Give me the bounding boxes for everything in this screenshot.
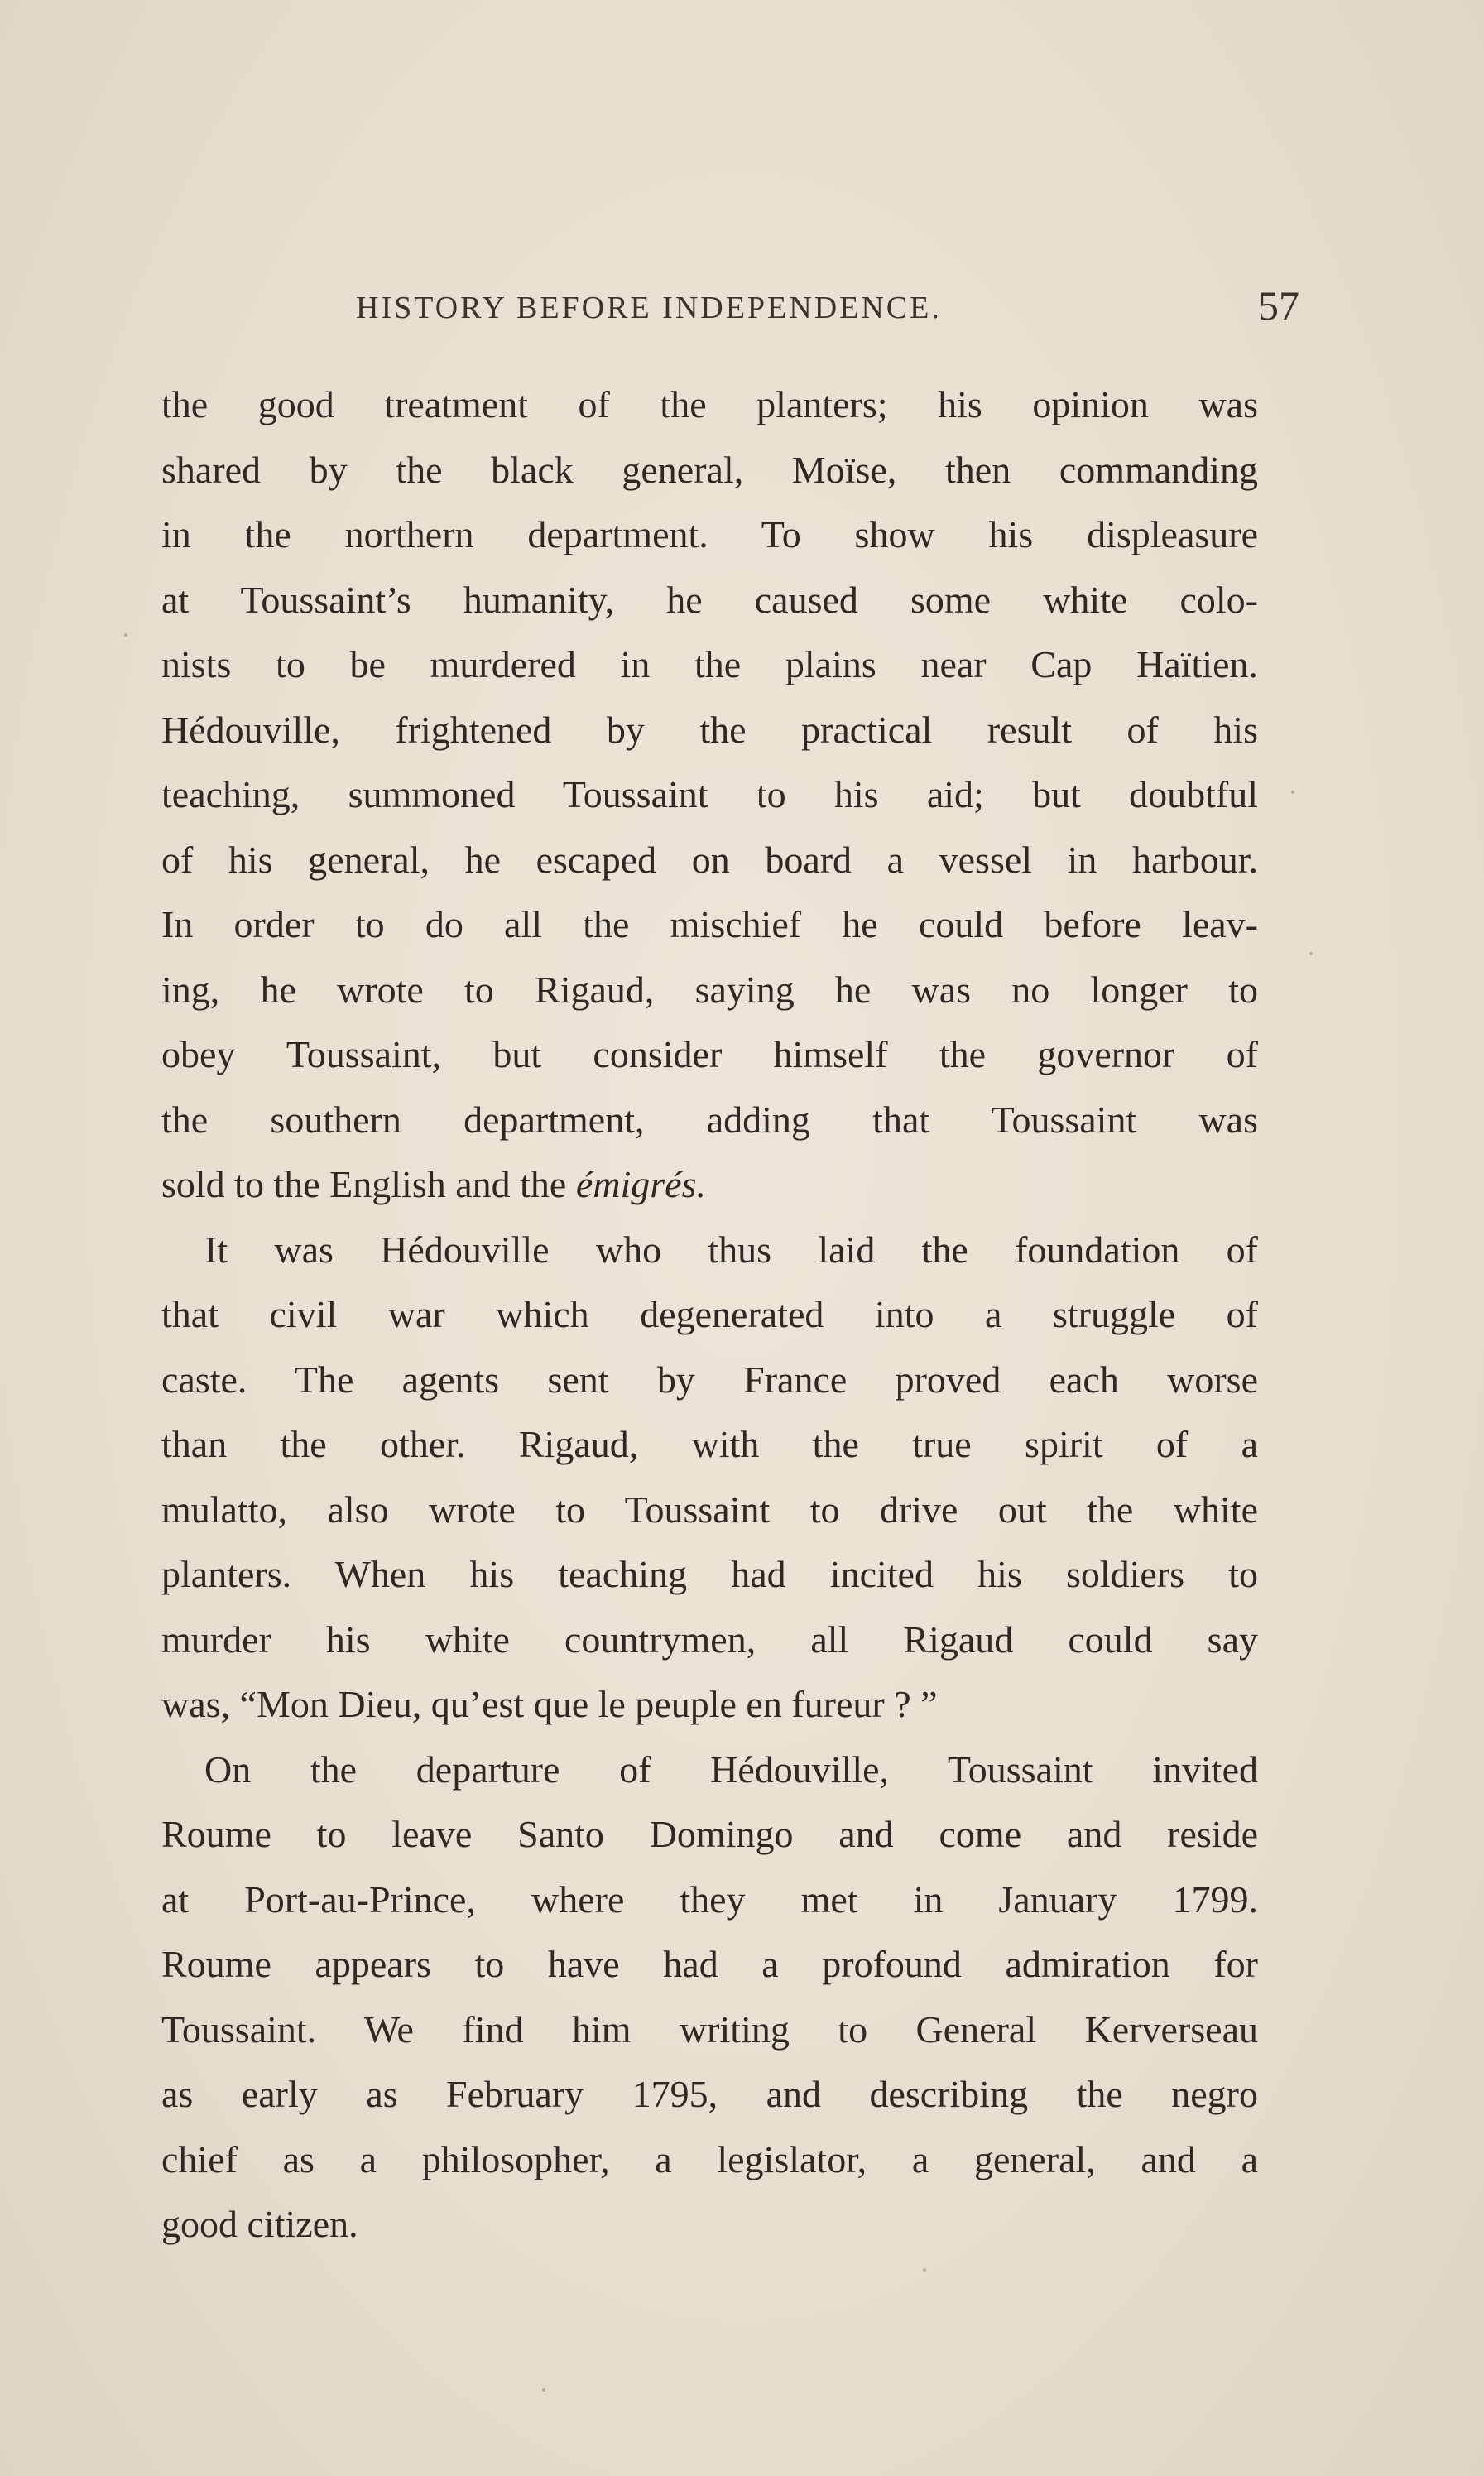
paper-speck	[923, 2268, 926, 2272]
paper-speck	[1291, 791, 1294, 794]
text-segment: sold to the English and the	[161, 1163, 567, 1205]
text-line: chief as a philosopher, a legislator, a general, and a	[161, 2137, 1258, 2180]
text-line: murder his white countrymen, all Rigaud could say	[161, 1618, 1258, 1661]
text-line: Hédouville, frightened by the practical result of his	[161, 708, 1258, 751]
paragraph-end-line: good citizen.	[161, 2203, 358, 2245]
text-line: at Toussaint’s humanity, he caused some white colo-	[161, 578, 1258, 621]
text-line: as early as February 1795, and describing the negro	[161, 2073, 1258, 2115]
text-line: ing, he wrote to Rigaud, saying he was no longer to	[161, 968, 1258, 1011]
text-line: In order to do all the mischief he could before leav-	[161, 903, 1258, 945]
text-line: at Port-au-Prince, where they met in January 1799.	[161, 1877, 1258, 1921]
paragraph-end-line: was, “Mon Dieu, qu’est que le peuple en fureur ? ”	[161, 1683, 938, 1725]
text-line: It was Hédouville who thus laid the foundation of	[204, 1228, 1258, 1271]
text-line: in the northern department. To show his displeasure	[161, 513, 1258, 555]
text-line: On the departure of Hédouville, Toussaint invited	[204, 1748, 1258, 1791]
text-line: Roume to leave Santo Domingo and come and reside	[161, 1813, 1258, 1855]
text-line: obey Toussaint, but consider himself the governor of	[161, 1033, 1258, 1075]
paper-speck	[542, 2388, 545, 2392]
text-line: nists to be murdered in the plains near Cap Haïtien.	[161, 643, 1258, 685]
text-line: shared by the black general, Moïse, then commanding	[161, 448, 1258, 491]
running-title: HISTORY BEFORE INDEPENDENCE.	[356, 291, 942, 325]
text-line: that civil war which degenerated into a struggle of	[161, 1293, 1258, 1335]
text-line: caste. The agents sent by France proved each worse	[161, 1358, 1258, 1401]
paper-speck	[124, 633, 127, 637]
text-line: of his general, he escaped on board a vessel in harbour.	[161, 838, 1258, 881]
paragraph-end-line	[161, 1152, 1258, 1218]
italic-word: émigrés.	[575, 1163, 706, 1205]
text-line: the southern department, adding that Toussaint was	[161, 1098, 1258, 1141]
text-line: teaching, summoned Toussaint to his aid; but doubtful	[161, 773, 1258, 815]
text-line: the good treatment of the planters; his opinion was	[161, 383, 1258, 425]
text-line: planters. When his teaching had incited his soldiers to	[161, 1553, 1258, 1595]
body-text	[161, 373, 1258, 2257]
text-line: Roume appears to have had a profound admiration for	[161, 1943, 1258, 1985]
paper-speck	[1309, 952, 1313, 955]
page-number: 57	[1258, 282, 1299, 329]
text-line: mulatto, also wrote to Toussaint to drive out the white	[161, 1488, 1258, 1531]
text-line: than the other. Rigaud, with the true spirit of a	[161, 1423, 1258, 1465]
running-header	[356, 281, 1299, 331]
text-line: Toussaint. We find him writing to General Kerverseau	[161, 2007, 1258, 2051]
